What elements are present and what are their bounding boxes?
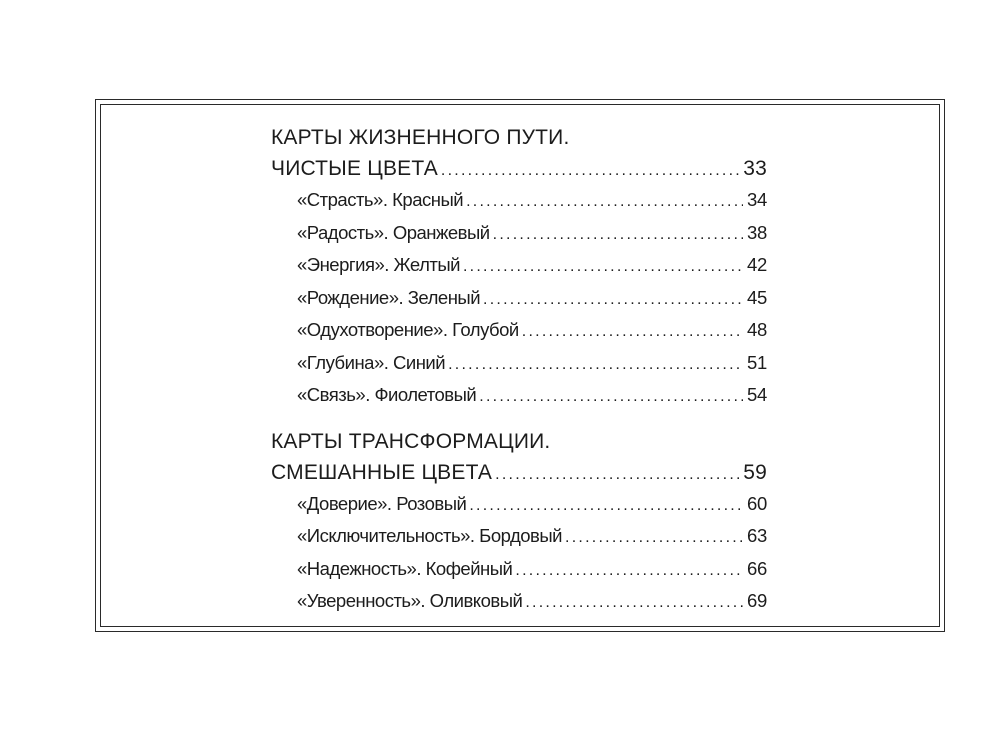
toc-item[interactable] (271, 520, 767, 553)
page-number: 34 (747, 189, 767, 210)
toc-item-label: «Доверие». Розовый (297, 492, 467, 514)
toc-item-label: «Исключительность». Бордовый (297, 525, 563, 546)
dot-leader (469, 490, 743, 523)
toc-item[interactable] (271, 249, 767, 282)
section-subtitle: ЧИСТЫЕ ЦВЕТА (271, 157, 438, 180)
page-number: 59 (743, 460, 767, 484)
toc-item-label: «Одухотворение». Голубой (297, 319, 519, 340)
dot-leader (466, 186, 743, 219)
toc-item[interactable] (271, 184, 767, 217)
toc-item-label: «Энергия». Желтый (297, 254, 460, 275)
dot-leader (441, 155, 739, 186)
toc-item[interactable] (271, 379, 767, 412)
page-number: 38 (747, 221, 767, 243)
toc-item-label: «Радость». Оранжевый (297, 221, 490, 243)
section-title: КАРТЫ ЖИЗНЕННОГО ПУТИ. (271, 126, 570, 149)
page-number: 54 (747, 384, 767, 405)
toc-item[interactable] (271, 585, 767, 618)
dot-leader (483, 284, 743, 317)
section-title: КАРТЫ ТРАНСФОРМАЦИИ. (271, 429, 551, 453)
page-number: 48 (747, 319, 767, 340)
dot-leader (515, 555, 743, 588)
toc-item[interactable] (271, 488, 767, 521)
toc-item-label: «Страсть». Красный (297, 189, 464, 210)
toc-item-label: «Глубина». Синий (297, 351, 446, 373)
dot-leader (565, 522, 743, 555)
dot-leader (479, 381, 743, 414)
page-number: 33 (743, 157, 767, 180)
table-of-contents (271, 122, 767, 618)
toc-item-label: «Уверенность». Оливковый (297, 590, 523, 611)
page-number: 69 (747, 590, 767, 611)
toc-section-transformation (271, 426, 767, 618)
toc-item[interactable] (271, 347, 767, 380)
page-number: 51 (747, 351, 767, 373)
section-entry[interactable] (271, 457, 767, 488)
toc-item[interactable] (271, 314, 767, 347)
toc-item-label: «Рождение». Зеленый (297, 286, 481, 308)
toc-item[interactable] (271, 553, 767, 586)
page-number: 60 (747, 492, 767, 514)
section-entry[interactable] (271, 153, 767, 184)
toc-item-label: «Связь». Фиолетовый (297, 384, 477, 405)
page-number: 42 (747, 254, 767, 275)
dot-leader (522, 316, 743, 349)
page-number: 63 (747, 525, 767, 546)
dot-leader (448, 349, 743, 382)
dot-leader (493, 219, 743, 252)
page-number: 45 (747, 286, 767, 308)
section-subtitle: СМЕШАННЫЕ ЦВЕТА (271, 460, 493, 484)
toc-item[interactable] (271, 217, 767, 250)
dot-leader (495, 459, 739, 490)
page-number: 66 (747, 557, 767, 579)
toc-item-label: «Надежность». Кофейный (297, 557, 513, 579)
toc-item[interactable] (271, 282, 767, 315)
dot-leader (525, 587, 743, 620)
dot-leader (463, 251, 743, 284)
toc-section-life-path (271, 122, 767, 412)
